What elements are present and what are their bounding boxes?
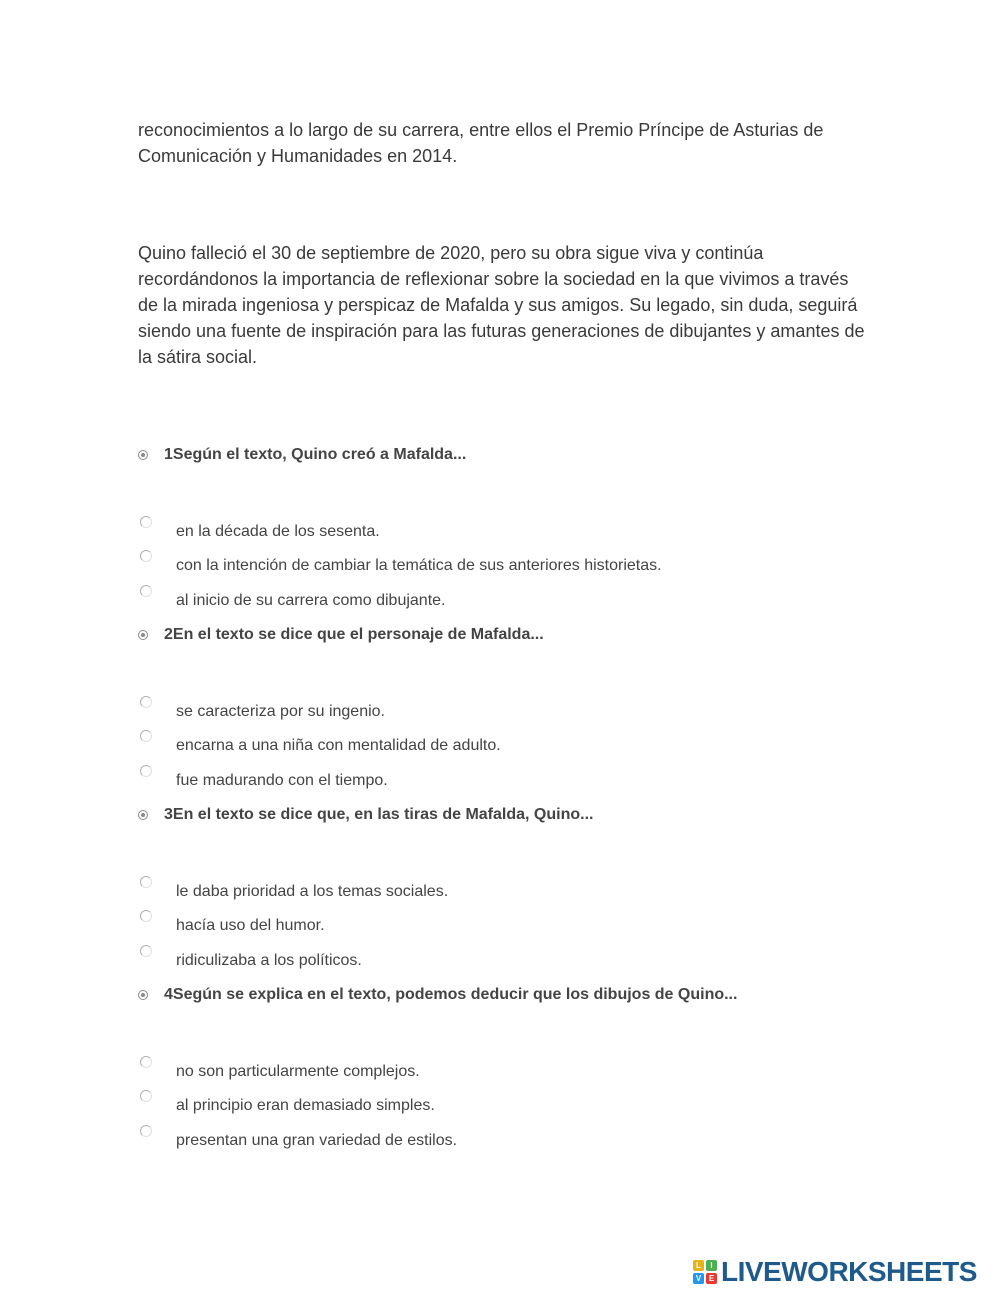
paragraph-legacy: Quino falleció el 30 de septiembre de 2020, pero su obra sigue viva y continúa recordándonos la importancia de reflexionar sobre la sociedad en la que vivimos a través de la mirada ingeniosa y perspicaz de Mafalda y sus amigos. Su legado, sin duda, seguirá siendo una fuente de inspiración para las futuras generaciones de dibujantes y amantes de la sátira social. xyxy=(138,243,865,367)
option-label: al principio eran demasiado simples. xyxy=(176,1097,435,1114)
bullet-icon xyxy=(138,450,148,460)
question-4 xyxy=(138,984,737,1006)
logo-text: LIVEWORKSHEETS xyxy=(721,1256,977,1287)
question-2 xyxy=(138,624,544,646)
question-2-text: 2En el texto se dice que el personaje de Mafalda... xyxy=(164,626,544,643)
question-1 xyxy=(138,444,466,466)
bullet-icon xyxy=(138,630,148,640)
question-1-option-1[interactable] xyxy=(140,516,900,538)
logo-mark-letter: I xyxy=(706,1260,717,1271)
logo-mark-letter: V xyxy=(693,1273,704,1284)
question-2-option-1[interactable] xyxy=(140,696,900,718)
logo-mark-letter: L xyxy=(693,1260,704,1271)
option-label: le daba prioridad a los temas sociales. xyxy=(176,883,449,900)
radio-button[interactable] xyxy=(140,1056,152,1068)
option-label: ridiculizaba a los políticos. xyxy=(176,952,362,969)
radio-button[interactable] xyxy=(140,910,152,922)
question-4-option-3[interactable] xyxy=(140,1125,900,1147)
option-label: se caracteriza por su ingenio. xyxy=(176,703,385,720)
question-1-text: 1Según el texto, Quino creó a Mafalda... xyxy=(164,446,467,463)
radio-button[interactable] xyxy=(140,765,152,777)
option-label: encarna a una niña con mentalidad de adulto. xyxy=(176,737,501,754)
question-3 xyxy=(138,804,593,826)
liveworksheets-logo[interactable] xyxy=(693,1256,977,1288)
option-label: en la década de los sesenta. xyxy=(176,523,380,540)
radio-button[interactable] xyxy=(140,696,152,708)
question-3-option-1[interactable] xyxy=(140,876,900,898)
radio-button[interactable] xyxy=(140,1090,152,1102)
question-4-option-1[interactable] xyxy=(140,1056,900,1078)
option-label: al inicio de su carrera como dibujante. xyxy=(176,592,446,609)
radio-button[interactable] xyxy=(140,585,152,597)
question-1-option-3[interactable] xyxy=(140,585,900,607)
radio-button[interactable] xyxy=(140,945,152,957)
radio-button[interactable] xyxy=(140,730,152,742)
question-4-option-2[interactable] xyxy=(140,1090,900,1112)
logo-mark-letter: E xyxy=(706,1273,717,1284)
radio-button[interactable] xyxy=(140,1125,152,1137)
radio-button[interactable] xyxy=(140,550,152,562)
bullet-icon xyxy=(138,990,148,1000)
radio-button[interactable] xyxy=(140,876,152,888)
logo-mark-icon xyxy=(693,1260,717,1284)
question-1-option-2[interactable] xyxy=(140,550,900,572)
option-label: fue madurando con el tiempo. xyxy=(176,772,388,789)
option-label: hacía uso del humor. xyxy=(176,917,325,934)
question-2-option-3[interactable] xyxy=(140,765,900,787)
question-4-text: 4Según se explica en el texto, podemos deducir que los dibujos de Quino... xyxy=(164,986,738,1003)
option-label: no son particularmente complejos. xyxy=(176,1063,420,1080)
radio-button[interactable] xyxy=(140,516,152,528)
question-3-option-3[interactable] xyxy=(140,945,900,967)
paragraph-awards: reconocimientos a lo largo de su carrera, entre ellos el Premio Príncipe de Asturias de Comunicación y Humanidades en 2014. xyxy=(138,120,824,166)
question-3-text: 3En el texto se dice que, en las tiras de Mafalda, Quino... xyxy=(164,806,594,823)
question-3-option-2[interactable] xyxy=(140,910,900,932)
bullet-icon xyxy=(138,810,148,820)
option-label: presentan una gran variedad de estilos. xyxy=(176,1132,458,1149)
option-label: con la intención de cambiar la temática de sus anteriores historietas. xyxy=(176,557,662,574)
question-2-option-2[interactable] xyxy=(140,730,900,752)
